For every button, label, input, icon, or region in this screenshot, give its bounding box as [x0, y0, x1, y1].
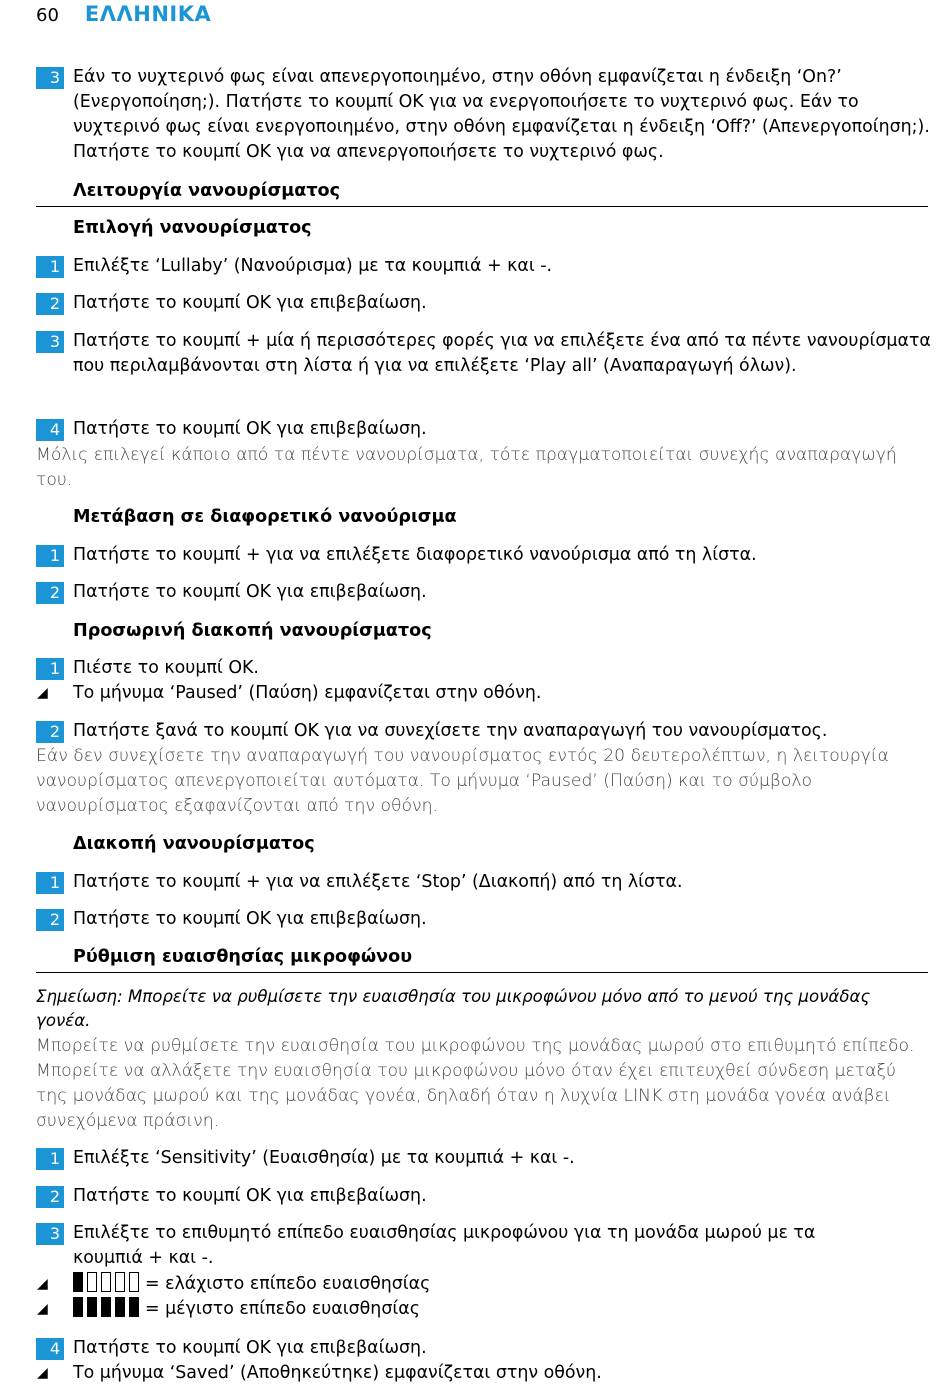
info-text: Εάν δεν συνεχίσετε την αναπαραγωγή του νανουρίσματος εντός 20 δευτερολέπτων, η λειτουργία νανουρίσματος απενεργοποιείται αυτόματα. Το μήνυμα ‘Paused’ (Παύση) και το σύμβολο νανουρίσματος εξαφανίζονται από την οθόνη. — [36, 746, 889, 816]
step-number: 1 — [36, 256, 64, 278]
step-number: 3 — [36, 67, 64, 89]
level-bars-min-icon — [73, 1272, 139, 1292]
step-number: 1 — [36, 658, 64, 680]
info-text: Μπορείτε να ρυθμίσετε την ευαισθησία του μικροφώνου της μονάδας μωρού στο επιθυμητό επίπεδο. Μπορείτε να αλλάξετε την ευαισθησία του μικροφώνου μόνο όταν έχει επιτευχθεί σύνδεση μεταξύ της μονάδας μωρού και της μονάδας γονέα, δηλαδή όταν η λυχνία LINK στη μονάδα γονέα ανάβει συνεχόμενα πράσινη. — [36, 1036, 915, 1131]
level-bar — [115, 1272, 125, 1292]
step-text: Πιέστε το κουμπί OK. — [73, 658, 259, 678]
level-bar — [101, 1272, 111, 1292]
step-text: Πατήστε ξανά το κουμπί OK για να συνεχίσετε την αναπαραγωγή του νανουρίσματος. — [73, 721, 828, 741]
level-bar — [87, 1272, 97, 1292]
level-bar — [73, 1272, 83, 1292]
step-text: Πατήστε το κουμπί + για να επιλέξετε ‘Stop’ (Διακοπή) από τη λίστα. — [73, 872, 683, 892]
step-number: 2 — [36, 582, 64, 604]
step-number: 2 — [36, 1186, 64, 1208]
result-arrow-icon: ◢ — [37, 685, 48, 701]
step-text: Επιλέξτε το επιθυμητό επίπεδο ευαισθησίας μικροφώνου για τη μονάδα μωρού με τα κουμπιά + και -. — [73, 1223, 816, 1268]
level-bar — [101, 1297, 111, 1317]
step-text: Πατήστε το κουμπί OK για επιβεβαίωση. — [73, 1338, 427, 1358]
level-text: = μέγιστο επίπεδο ευαισθησίας — [145, 1299, 420, 1319]
step-text: Πατήστε το κουμπί OK για επιβεβαίωση. — [73, 419, 427, 439]
result-arrow-icon: ◢ — [37, 1276, 48, 1292]
info-text: Μόλις επιλεγεί κάποιο από τα πέντε νανουρίσματα, τότε πραγματοποιείται συνεχής αναπαραγωγή του. — [36, 445, 897, 490]
step-text: Εάν το νυχτερινό φως είναι απενεργοποιημένο, στην οθόνη εμφανίζεται η ένδειξη ‘On?’ (Ενεργοποίηση;). Πατήστε το κουμπί OK για να ενεργοποιήσετε το νυχτερινό φως. Εάν το νυχτερινό φως είναι ενεργοποιημένο, στην οθόνη εμφανίζεται η ένδειξη ‘Off?’ (Απενεργοποίηση;). Πατήστε το κουμπί OK για να απενεργοποιήσετε το νυχτερινό φως. — [73, 67, 930, 162]
sensitivity-level-max — [73, 1297, 933, 1322]
step-number: 3 — [36, 331, 64, 353]
step-number: 4 — [36, 1338, 64, 1360]
page-header — [36, 2, 211, 26]
level-bar — [115, 1297, 125, 1317]
level-text: = ελάχιστο επίπεδο ευαισθησίας — [145, 1274, 431, 1294]
step-number: 1 — [36, 545, 64, 567]
step-text: Πατήστε το κουμπί OK για επιβεβαίωση. — [73, 909, 427, 929]
level-bar — [87, 1297, 97, 1317]
level-bars-max-icon — [73, 1297, 139, 1317]
subsection-title-pause: Προσωρινή διακοπή νανουρίσματος — [73, 621, 432, 641]
step-number: 3 — [36, 1223, 64, 1245]
step-number: 4 — [36, 419, 64, 441]
step-text: Πατήστε το κουμπί OK για επιβεβαίωση. — [73, 293, 427, 313]
page-number: 60 — [36, 5, 59, 26]
subsection-title-stop: Διακοπή νανουρίσματος — [73, 834, 315, 854]
result-arrow-icon: ◢ — [37, 1365, 48, 1381]
subsection-title-select: Επιλογή νανουρίσματος — [73, 218, 312, 238]
level-bar — [129, 1272, 139, 1292]
sensitivity-level-min — [73, 1272, 933, 1297]
subsection-title-switch: Μετάβαση σε διαφορετικό νανούρισμα — [73, 507, 457, 527]
step-text: Πατήστε το κουμπί + μία ή περισσότερες φορές για να επιλέξετε ένα από τα πέντε νανουρίσματα που περιλαμβάνονται στη λίστα ή για να επιλέξετε ‘Play all’ (Αναπαραγωγή όλων). — [73, 331, 931, 376]
step-text: Πατήστε το κουμπί OK για επιβεβαίωση. — [73, 582, 427, 602]
section-rule — [36, 206, 928, 207]
step-text: Επιλέξτε ‘Lullaby’ (Νανούρισμα) με τα κουμπιά + και -. — [73, 256, 553, 276]
step-number: 2 — [36, 909, 64, 931]
section-rule — [36, 972, 928, 973]
step-number: 2 — [36, 721, 64, 743]
result-text: Το μήνυμα ‘Paused’ (Παύση) εμφανίζεται στην οθόνη. — [73, 683, 542, 703]
section-title-sensitivity: Ρύθμιση ευαισθησίας μικροφώνου — [73, 947, 413, 967]
level-bar — [73, 1297, 83, 1317]
step-number: 1 — [36, 1148, 64, 1170]
step-text: Πατήστε το κουμπί OK για επιβεβαίωση. — [73, 1186, 427, 1206]
section-title-lullaby: Λειτουργία νανουρίσματος — [73, 181, 341, 201]
step-number: 1 — [36, 872, 64, 894]
step-number: 2 — [36, 293, 64, 315]
step-text: Πατήστε το κουμπί + για να επιλέξετε διαφορετικό νανούρισμα από τη λίστα. — [73, 545, 757, 565]
language-title: ΕΛΛΗΝΙΚΑ — [84, 2, 212, 26]
level-bar — [129, 1297, 139, 1317]
step-text: Επιλέξτε ‘Sensitivity’ (Ευαισθησία) με τα κουμπιά + και -. — [73, 1148, 575, 1168]
result-arrow-icon: ◢ — [37, 1301, 48, 1317]
result-text: Το μήνυμα ‘Saved’ (Αποθηκεύτηκε) εμφανίζεται στην οθόνη. — [73, 1363, 602, 1383]
note-text: Σημείωση: Μπορείτε να ρυθμίσετε την ευαισθησία του μικροφώνου μόνο από το μενού της μονάδας γονέα. — [36, 987, 871, 1030]
